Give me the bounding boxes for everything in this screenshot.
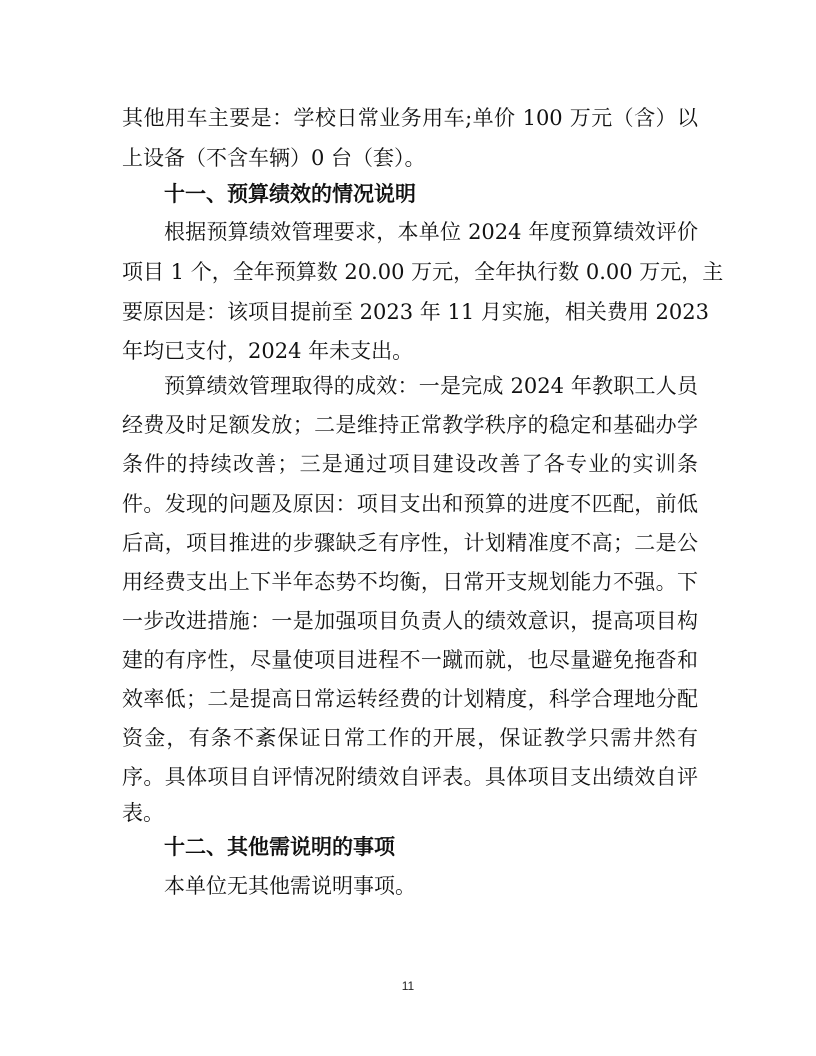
body-line: 效率低；二是提高日常运转经费的计划精度，科学合理地分配 (122, 687, 698, 711)
section-heading: 十一、预算绩效的情况说明 (164, 182, 416, 206)
body-line: 经费及时足额发放；二是维持正常教学秩序的稳定和基础办学 (122, 413, 698, 437)
body-line: 年均已支付，2024 年未支出。 (122, 339, 414, 363)
body-line: 后高，项目推进的步骤缺乏有序性，计划精准度不高；二是公 (122, 531, 698, 555)
page-number: 11 (401, 979, 415, 993)
body-line: 用经费支出上下半年态势不均衡，日常开支规划能力不强。下 (122, 570, 698, 594)
body-line: 建的有序性，尽量使项目进程不一蹴而就，也尽量避免拖沓和 (122, 648, 698, 672)
body-line: 项目 1 个，全年预算数 20.00 万元，全年执行数 0.00 万元，主 (122, 260, 724, 284)
body-line: 资金，有条不紊保证日常工作的开展，保证教学只需井然有 (122, 726, 698, 750)
body-line: 序。具体项目自评情况附绩效自评表。具体项目支出绩效自评 (122, 765, 698, 789)
body-line: 本单位无其他需说明事项。 (164, 874, 416, 898)
body-line: 表。 (122, 801, 164, 825)
body-line: 件。发现的问题及原因：项目支出和预算的进度不匹配，前低 (122, 492, 698, 516)
body-line: 其他用车主要是：学校日常业务用车;单价 100 万元（含）以 (122, 106, 698, 130)
section-heading: 十二、其他需说明的事项 (164, 835, 395, 859)
body-line: 预算绩效管理取得的成效：一是完成 2024 年教职工人员 (164, 374, 698, 398)
body-line: 上设备（不含车辆）0 台（套）。 (122, 146, 426, 170)
body-line: 条件的持续改善；三是通过项目建设改善了各专业的实训条 (122, 452, 698, 476)
body-line: 一步改进措施：一是加强项目负责人的绩效意识，提高项目构 (122, 609, 698, 633)
body-line: 要原因是：该项目提前至 2023 年 11 月实施，相关费用 2023 (122, 300, 709, 324)
body-line: 根据预算绩效管理要求，本单位 2024 年度预算绩效评价 (164, 220, 698, 244)
